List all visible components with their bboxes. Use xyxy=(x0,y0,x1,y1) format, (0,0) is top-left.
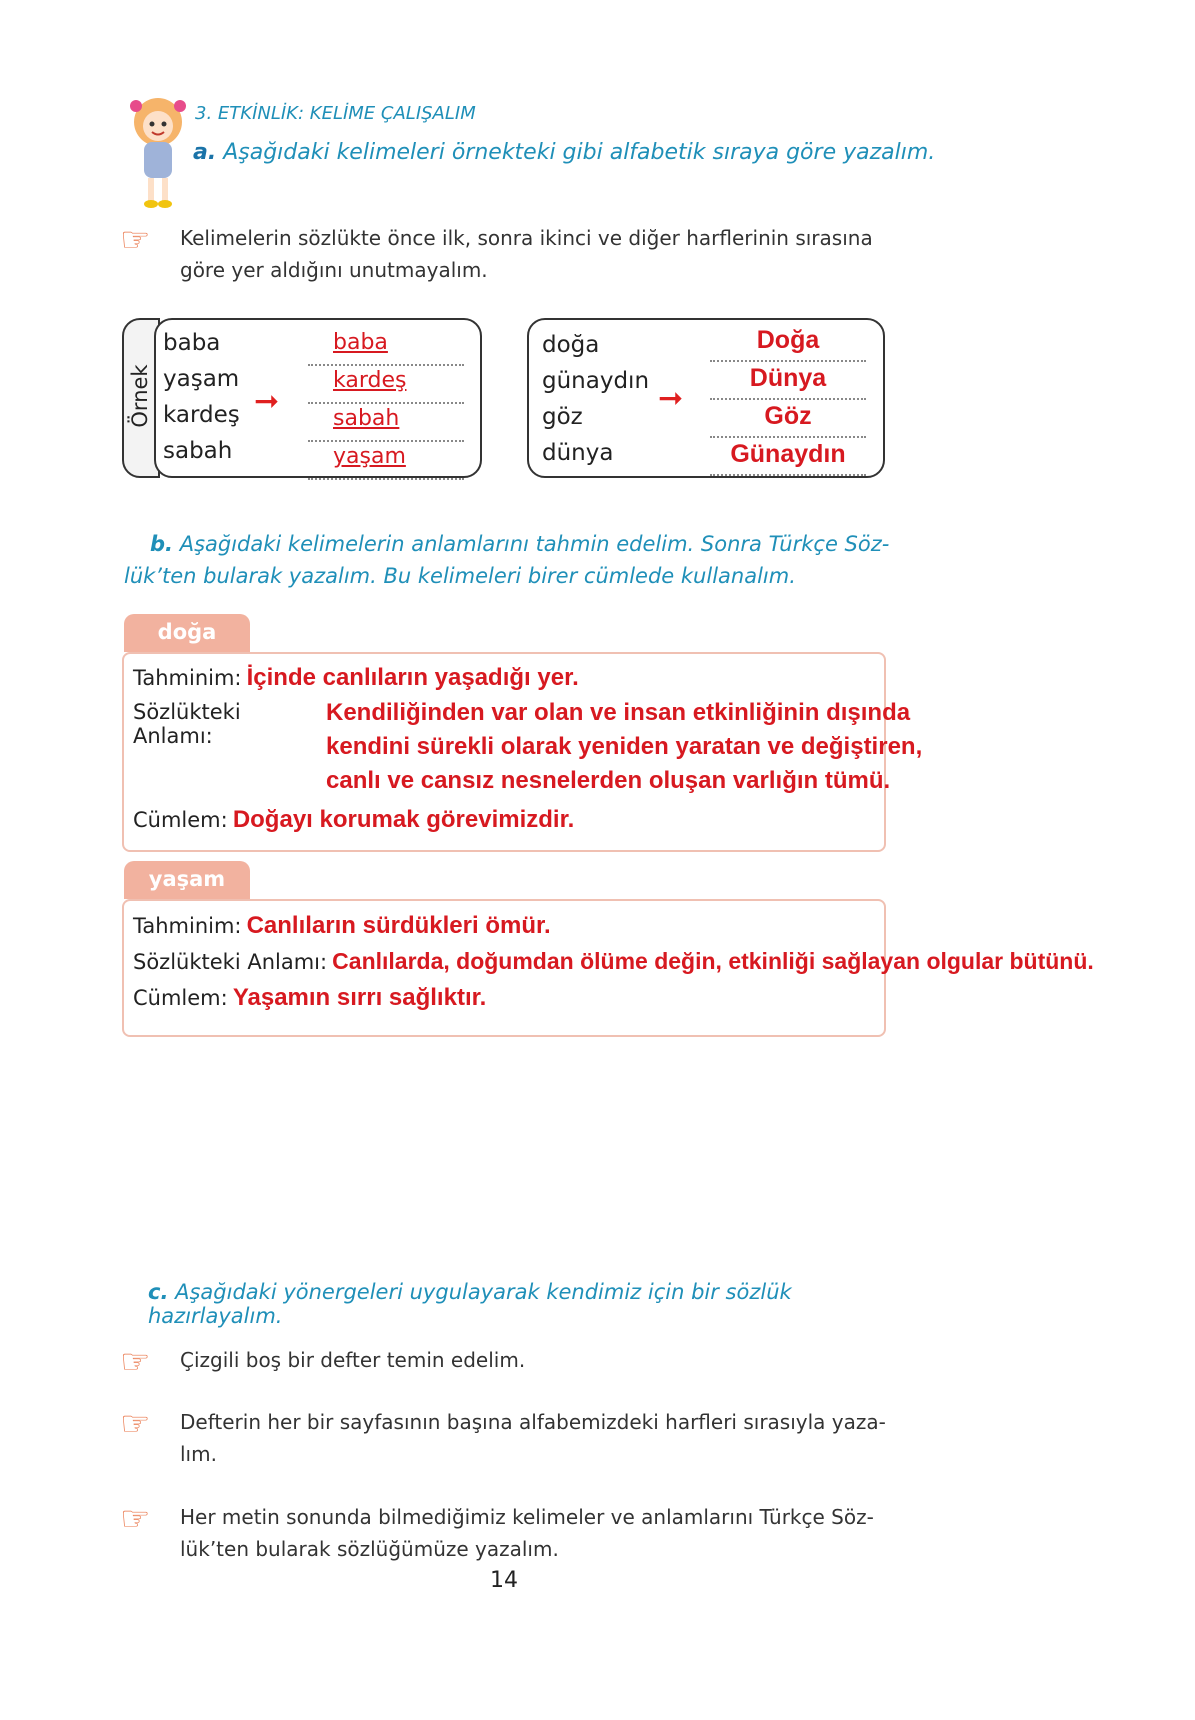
instruction-item xyxy=(180,1501,890,1565)
tip-line-1: Kelimelerin sözlükte önce ilk, sonra ikinci ve diğer harflerinin sırasına xyxy=(180,226,873,250)
exercise-answer: Dünya xyxy=(749,364,827,392)
activity-title: 3. ETKİNLİK: KELİME ÇALIŞALIM xyxy=(195,103,476,124)
task-b-instruction xyxy=(124,528,890,592)
exercise-answer: Göz xyxy=(764,402,812,430)
guess-answer: Canlıların sürdükleri ömür. xyxy=(246,912,551,939)
card-yasam-sentence-row xyxy=(133,984,869,1012)
exercise-word: dünya xyxy=(542,440,614,466)
task-b-line-2: lük’ten bularak yazalım. Bu kelimeleri birer cümlede kullanalım. xyxy=(124,564,796,588)
word-tag-yasam: yaşam xyxy=(124,861,250,899)
task-c-text: Aşağıdaki yönergeleri uygulayarak kendimiz için bir sözlük hazırlayalım. xyxy=(148,1280,792,1328)
card-doga-guess-row xyxy=(133,664,869,692)
meaning-label: Sözlükteki Anlamı: xyxy=(133,950,328,974)
task-b-line-1: Aşağıdaki kelimelerin anlamlarını tahmin edelim. Sonra Türkçe Söz- xyxy=(179,532,890,556)
task-a-letter: a. xyxy=(193,140,217,165)
right-arrow-icon: ➞ xyxy=(254,384,280,419)
instruction-item xyxy=(180,1344,890,1376)
guess-label: Tahminim: xyxy=(133,914,242,938)
task-c-instruction xyxy=(148,1280,908,1328)
exercise-word: günaydın xyxy=(542,368,650,394)
pointing-hand-icon: ☞ xyxy=(120,220,151,260)
example-word: baba xyxy=(163,330,221,356)
exercise-answer: Doğa xyxy=(756,326,820,354)
pointing-hand-icon: ☞ xyxy=(120,1404,151,1444)
meaning-line: kendini sürekli olarak yeniden yaratan ve değiştiren, xyxy=(326,733,923,760)
example-word: sabah xyxy=(163,438,233,464)
girl-mascot-illustration xyxy=(118,92,198,212)
exercise-answer: Günaydın xyxy=(730,440,846,468)
guess-label: Tahminim: xyxy=(133,666,242,690)
pointing-hand-icon: ☞ xyxy=(120,1499,151,1539)
sentence-answer: Doğayı korumak görevimizdir. xyxy=(232,806,575,833)
task-a-instruction xyxy=(193,140,935,165)
example-answer: yaşam xyxy=(333,444,406,469)
card-yasam-meaning-row xyxy=(133,948,1193,975)
card-doga-meaning-label-row xyxy=(133,700,298,748)
example-words xyxy=(163,330,240,474)
example-answers xyxy=(308,330,464,480)
example-answer: kardeş xyxy=(333,368,407,393)
example-word: kardeş xyxy=(163,402,240,428)
card-doga-sentence-row xyxy=(133,806,869,834)
example-label: Örnek xyxy=(128,364,152,428)
sentence-label: Cümlem: xyxy=(133,986,228,1010)
task-b-letter: b. xyxy=(150,532,174,556)
page-number: 14 xyxy=(490,1568,518,1593)
tip-text xyxy=(180,222,880,286)
right-arrow-icon: ➞ xyxy=(658,381,684,416)
meaning-line: canlı ve cansız nesnelerden oluşan varlığın tümü. xyxy=(326,767,891,794)
example-word: yaşam xyxy=(163,366,240,392)
instruction-line: Defterin her bir sayfasının başına alfabemizdeki harfleri sırasıyla yaza- xyxy=(180,1410,886,1434)
meaning-line: Canlılarda, doğumdan ölüme değin, etkinliği sağlayan olgular bütünü. xyxy=(332,948,1094,974)
word-tag-doga: doğa xyxy=(124,614,250,652)
pointing-hand-icon: ☞ xyxy=(120,1342,151,1382)
instruction-line: lük’ten bularak sözlüğümüze yazalım. xyxy=(180,1537,559,1561)
exercise-answers xyxy=(710,326,866,476)
instruction-item xyxy=(180,1406,890,1470)
card-yasam-guess-row xyxy=(133,912,869,940)
task-a-text: Aşağıdaki kelimeleri örnekteki gibi alfabetik sıraya göre yazalım. xyxy=(223,140,936,165)
exercise-word: göz xyxy=(542,404,583,430)
task-c-letter: c. xyxy=(148,1280,169,1304)
meaning-label: Sözlükteki Anlamı: xyxy=(133,700,241,748)
sentence-answer: Yaşamın sırrı sağlıktır. xyxy=(232,984,487,1011)
instruction-line: Her metin sonunda bilmediğimiz kelimeler ve anlamlarını Türkçe Söz- xyxy=(180,1505,874,1529)
exercise-words xyxy=(542,332,649,476)
guess-answer: İçinde canlıların yaşadığı yer. xyxy=(246,664,579,691)
card-doga-meaning xyxy=(326,696,976,798)
instruction-line: lım. xyxy=(180,1442,217,1466)
sentence-label: Cümlem: xyxy=(133,808,228,832)
meaning-line: Kendiliğinden var olan ve insan etkinliğinin dışında xyxy=(326,699,911,726)
example-answer: sabah xyxy=(333,406,400,431)
tip-line-2: göre yer aldığını unutmayalım. xyxy=(180,258,488,282)
example-answer: baba xyxy=(333,330,388,355)
instruction-line: Çizgili boş bir defter temin edelim. xyxy=(180,1348,526,1372)
exercise-word: doğa xyxy=(542,332,600,358)
